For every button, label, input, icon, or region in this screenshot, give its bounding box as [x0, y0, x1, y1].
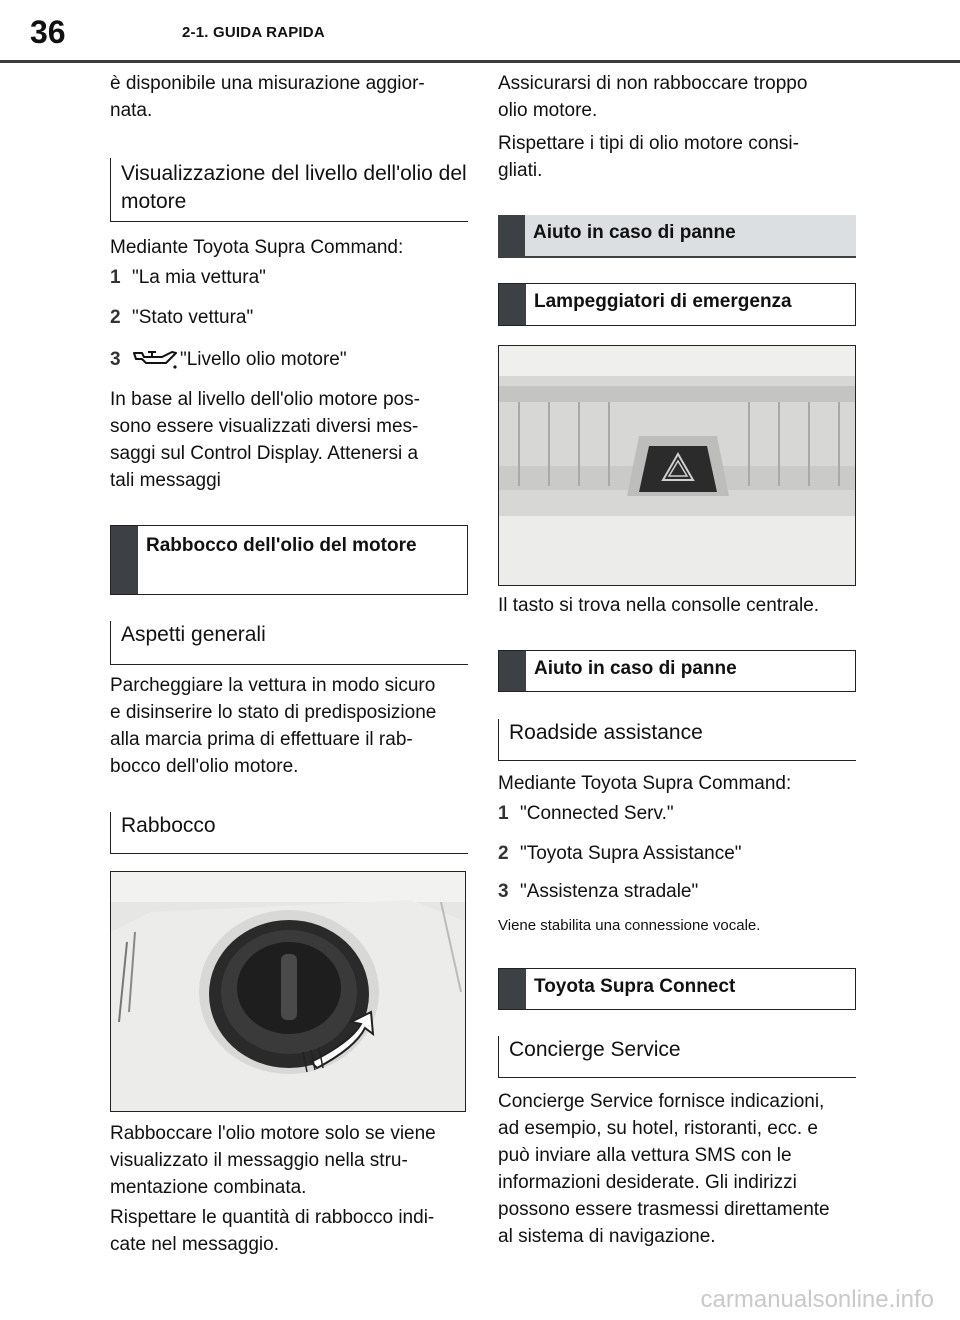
section-title: Lampeggiatori di emergenza — [534, 291, 792, 312]
step-text: "Livello olio motore" — [180, 349, 347, 370]
step-1 — [110, 264, 266, 291]
step-number: 1 — [498, 803, 509, 824]
section-title: Aiuto in caso di panne — [533, 222, 736, 243]
voice-note: Viene stabilita una connessione vocale. — [498, 917, 761, 934]
step-number: 1 — [110, 267, 121, 288]
section-title: Rabbocco dell'olio del motore — [146, 535, 417, 556]
refill-text-2: Rispettare le quantità di rabbocco indi- cate nel messaggio. — [110, 1207, 435, 1255]
step-2 — [110, 304, 253, 331]
step-number: 3 — [110, 349, 121, 370]
intro-text: è disponibile una misurazione aggior- nata. — [110, 73, 425, 121]
step-text: "Connected Serv." — [520, 803, 674, 824]
messages-text: In base al livello dell'olio motore pos- sono essere visualizzati diversi mes- saggi sul Control Display. Attenersi a tali messaggi — [110, 389, 420, 491]
section-box-breakdown — [498, 650, 856, 692]
via-command-text: Mediante Toyota Supra Command: — [498, 773, 792, 794]
hazard-caption: Il tasto si trova nella consolle centrale. — [498, 595, 820, 616]
refill-text-1: Rabboccare l'olio motore solo se viene visualizzato il messaggio nella stru- mentazione combinata. — [110, 1123, 436, 1198]
header-rule — [0, 60, 960, 63]
section-tab — [111, 526, 138, 594]
section-title: Aiuto in caso di panne — [534, 658, 737, 679]
step-number: 2 — [498, 843, 509, 864]
section-box-hazard — [498, 283, 856, 326]
step-3 — [110, 346, 347, 373]
section-box-oil-refill — [110, 525, 468, 595]
step-text: "Stato vettura" — [132, 307, 254, 328]
step-text: "Toyota Supra Assistance" — [520, 843, 742, 864]
section-title: Toyota Supra Connect — [534, 976, 736, 997]
subheading-concierge: Concierge Service — [498, 1036, 856, 1078]
section-tab — [499, 284, 526, 325]
section-tab — [498, 215, 525, 256]
oil-filler-cap-image — [110, 871, 466, 1112]
step-1 — [498, 800, 674, 827]
step-text: "Assistenza stradale" — [520, 881, 699, 902]
overfill-text: Assicurarsi di non rabboccare troppo olio motore. — [498, 73, 808, 121]
section-tab — [499, 651, 526, 691]
step-number: 3 — [498, 881, 509, 902]
oil-type-text: Rispettare i tipi di olio motore consi- gliati. — [498, 133, 799, 181]
page-number: 36 — [30, 14, 66, 50]
step-2 — [498, 840, 742, 867]
section-box-connect — [498, 968, 856, 1010]
step-text: "La mia vettura" — [132, 267, 266, 288]
subheading-oil-level: Visualizzazione del livello dell'olio del motore — [110, 158, 468, 222]
section-tab — [499, 969, 526, 1009]
subheading-general: Aspetti generali — [110, 621, 468, 665]
concierge-text: Concierge Service fornisce indicazioni, ad esempio, su hotel, ristoranti, ecc. e può inviare alla vettura SMS con le informazioni desiderate. Gli indirizzi possono essere trasmessi direttamente al sistema di navigazione. — [498, 1091, 830, 1247]
chapter-title: 2-1. GUIDA RAPIDA — [182, 24, 325, 41]
step-number: 2 — [110, 307, 121, 328]
page-header — [0, 0, 960, 62]
general-text: Parcheggiare la vettura in modo sicuro e disinserire lo stato di predisposizione alla marcia prima di effettuare il rab- bocco dell'olio motore. — [110, 675, 437, 777]
section-header-breakdown — [498, 215, 856, 258]
subheading-roadside: Roadside assistance — [498, 719, 856, 761]
hazard-button-image — [498, 345, 856, 586]
watermark: carmanualsonline.info — [700, 1286, 934, 1313]
oil-can-icon — [132, 349, 178, 371]
step-3 — [498, 878, 698, 905]
subheading-refill: Rabbocco — [110, 812, 468, 854]
via-command-text: Mediante Toyota Supra Command: — [110, 237, 404, 258]
